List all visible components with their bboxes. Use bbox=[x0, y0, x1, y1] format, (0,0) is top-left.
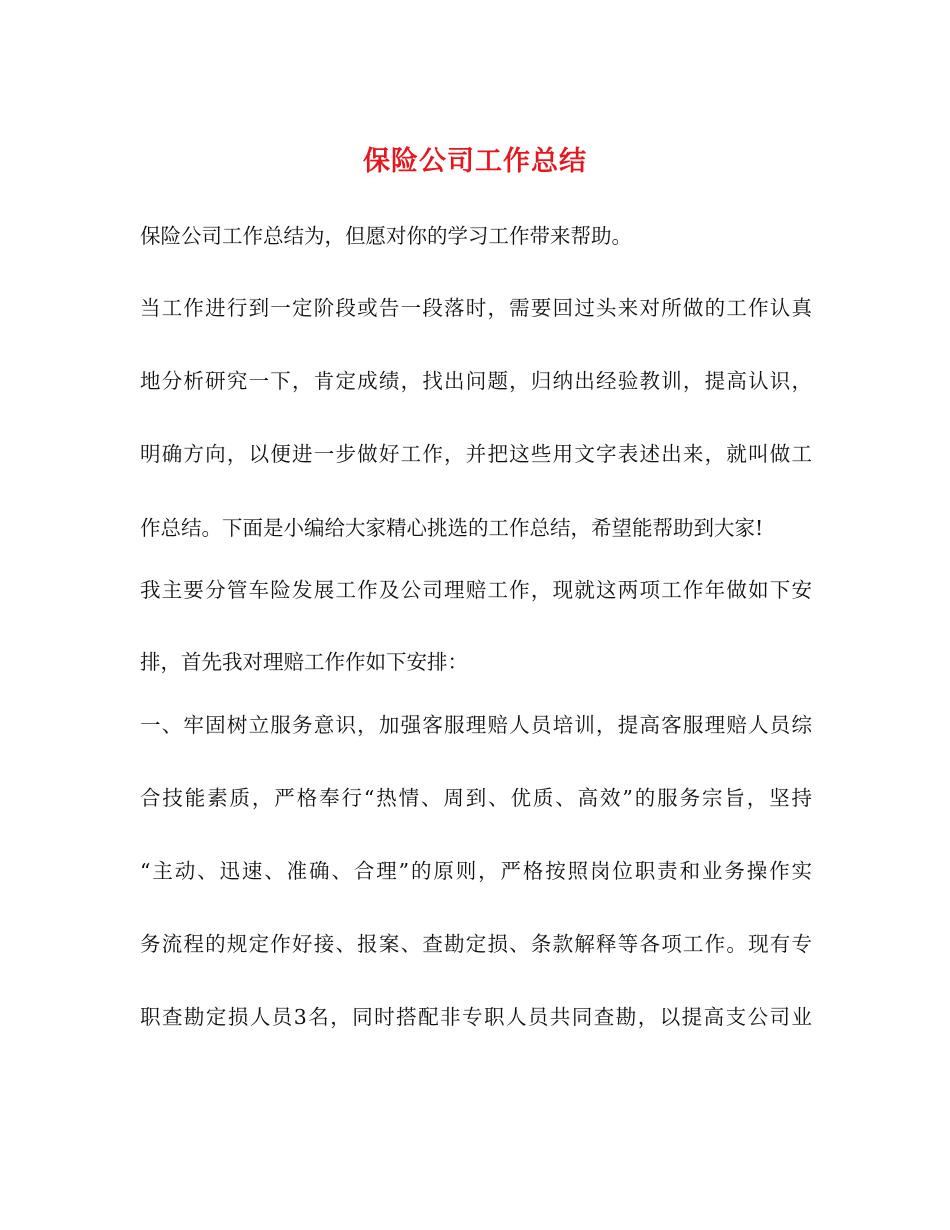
document-title: 保险公司工作总结 bbox=[363, 146, 587, 177]
paragraph-line: 保险公司工作总结为，但愿对你的学习工作带来帮助。 bbox=[140, 224, 632, 248]
paragraph-line: 职查勘定损人员3名，同时搭配非专职人员共同查勘，以提高支公司业 bbox=[140, 1005, 812, 1029]
paragraph-line: 一、牢固树立服务意识，加强客服理赔人员培训，提高客服理赔人员综 bbox=[140, 713, 812, 737]
paragraph-line: 排，首先我对理赔工作作如下安排： bbox=[140, 650, 468, 674]
paragraph-line: “主动、迅速、准确、合理”的原则，严格按照岗位职责和业务操作实 bbox=[140, 859, 812, 883]
paragraph-line: 明确方向，以便进一步做好工作，并把这些用文字表述出来，就叫做工 bbox=[140, 442, 812, 466]
paragraph-line: 当工作进行到一定阶段或告一段落时，需要回过头来对所做的工作认真 bbox=[140, 296, 812, 320]
paragraph-line: 我主要分管车险发展工作及公司理赔工作，现就这两项工作年做如下安 bbox=[140, 578, 812, 602]
paragraph-line: 务流程的规定作好接、报案、查勘定损、条款解释等各项工作。现有专 bbox=[140, 932, 812, 956]
paragraph-line: 合技能素质，严格奉行“热情、周到、优质、高效”的服务宗旨，坚持 bbox=[140, 786, 812, 810]
paragraph-line: 作总结。下面是小编给大家精心挑选的工作总结，希望能帮助到大家! bbox=[140, 516, 764, 540]
paragraph-line: 地分析研究一下，肯定成绩，找出问题，归纳出经验教训，提高认识， bbox=[140, 369, 812, 393]
